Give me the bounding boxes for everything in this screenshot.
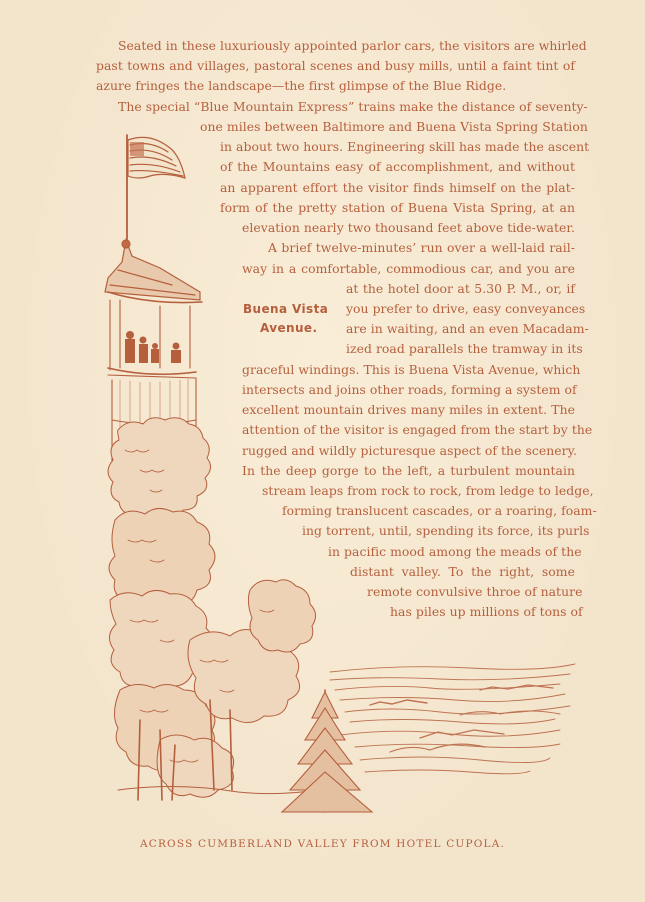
text-line-17: graceful windings. This is Buena Vista Avenue, which [242,362,581,377]
text-line-7: of the Mountains easy of accomplishment, and without [220,159,575,174]
text-line-20: attention of the visitor is engaged from the start by the [242,422,593,437]
text-line-27: distant valley. To the right, some [350,564,575,579]
text-line-23: stream leaps from rock to rock, from ledge to ledge, [262,483,594,498]
cupola-roof [105,240,202,303]
text-line-13: at the hotel door at 5.30 P. M., or, if [346,281,575,296]
text-line-8: an apparent effort the visitor finds himself on the plat- [220,180,575,195]
text-line-14: you prefer to drive, easy conveyances [346,301,586,316]
text-line-29: has piles up millions of tons of [390,604,583,619]
text-line-10: elevation nearly two thousand feet above tide-water. [242,220,575,235]
text-line-15: are in waiting, and an even Macadam- [346,321,589,336]
text-line-6: in about two hours. Engineering skill has made the ascent [220,139,590,154]
text-line-12: way in a comfortable, commodious car, and you are [242,261,575,276]
text-line-19: excellent mountain drives many miles in extent. The [242,402,575,417]
text-line-2: past towns and villages, pastoral scenes and busy mills, until a faint tint of [96,58,575,73]
text-line-9: form of the pretty station of Buena Vista Spring, at an [220,200,575,215]
text-line-4: The special “Blue Mountain Express” trains make the distance of seventy- [118,99,588,114]
pine-tree [282,690,372,812]
text-line-26: in pacific mood among the meads of the [328,544,582,559]
text-line-18: intersects and joins other roads, forming a system of [242,382,577,397]
sidenote-line-2: Avenue. [260,321,318,335]
text-line-21: rugged and wildly picturesque aspect of the scenery. [242,443,578,458]
valley-landscape [330,664,575,774]
illustration-caption: ACROSS CUMBERLAND VALLEY FROM HOTEL CUPOLA. [139,838,506,850]
text-line-16: ized road parallels the tramway in its [346,341,583,356]
text-line-22: In the deep gorge to the left, a turbulent mountain [242,463,575,478]
text-line-3: azure fringes the landscape—the first glimpse of the Blue Ridge. [96,78,507,93]
text-line-24: forming translucent cascades, or a roaring, foam- [282,503,597,518]
sidenote-line-1: Buena Vista [243,302,329,316]
text-line-25: ing torrent, until, spending its force, its purls [302,523,590,538]
text-line-28: remote convulsive throe of nature [367,584,583,599]
flag [127,135,185,245]
text-line-5: one miles between Baltimore and Buena Vista Spring Station [200,119,588,134]
text-line-11: A brief twelve-minutes’ run over a well-laid rail- [268,240,575,255]
text-line-1: Seated in these luxuriously appointed parlor cars, the visitors are whirled [118,38,587,53]
